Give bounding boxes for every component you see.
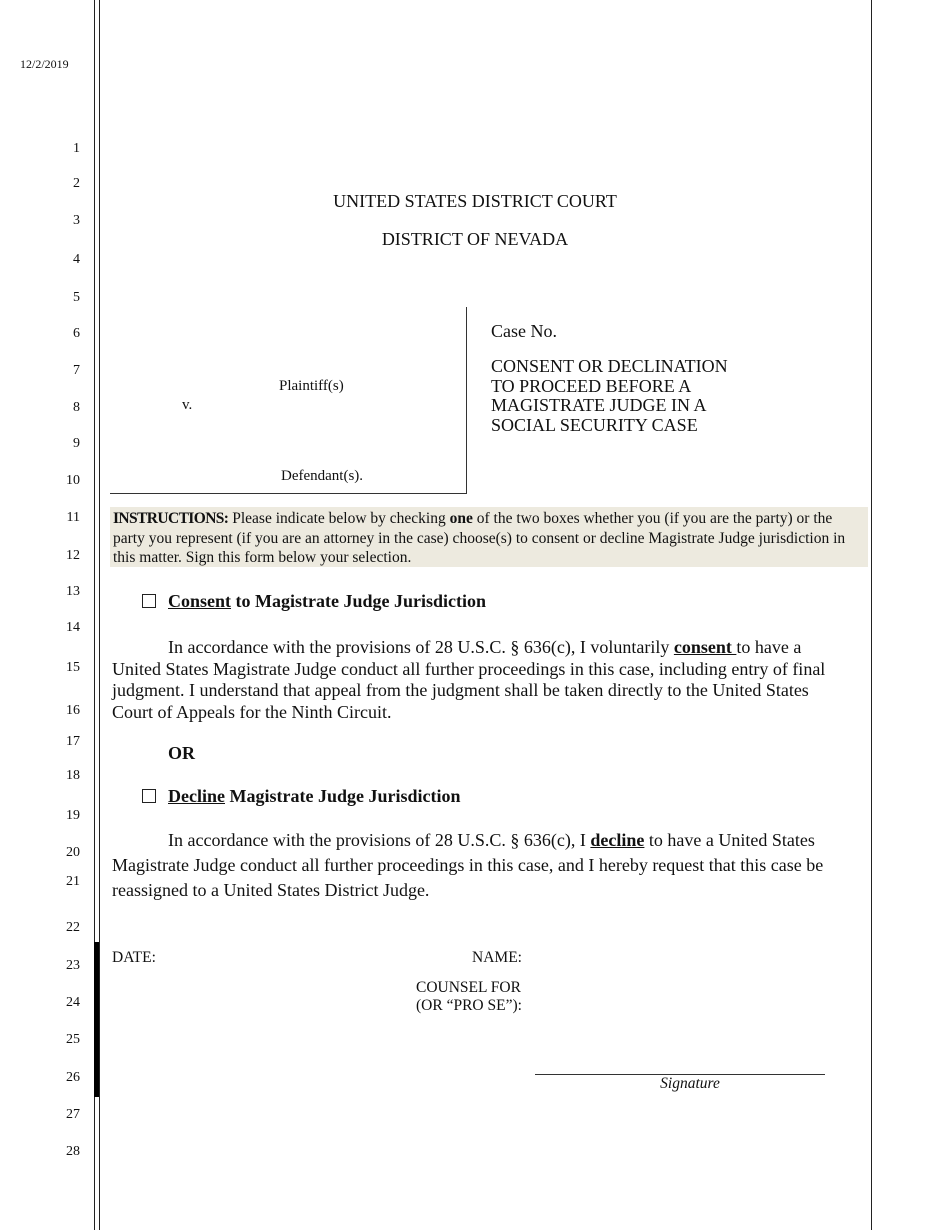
line-number: 28 [66,1144,80,1159]
line-number: 10 [66,473,80,488]
decline-para-a: In accordance with the provisions of 28 U.S.C. § 636(c), I [168,830,591,850]
consent-heading [142,591,486,612]
consent-heading-rest: to Magistrate Judge Jurisdiction [231,591,486,611]
line-number: 13 [66,584,80,599]
consent-para-b: to have a United States Magistrate Judge conduct all further proceedings in this case, including entry of final judgment. I understand that appeal from the judgment shall be taken directly to the United States Court of Appeals for the Ninth Circuit. [112,637,826,722]
line-number: 2 [73,176,80,191]
name-label: NAME: [472,949,522,966]
line-number: 25 [66,1032,80,1047]
line-number: 20 [66,845,80,860]
line-number: 19 [66,808,80,823]
line-number: 6 [73,326,80,341]
line-number: 21 [66,874,80,889]
line-number: 17 [66,734,80,749]
line-number: 3 [73,213,80,228]
date-label: DATE: [112,949,156,966]
line-number: 9 [73,436,80,451]
counsel-label-line2: (OR “PRO SE”): [416,997,522,1014]
case-number-label: Case No. [491,321,557,341]
line-number: 11 [66,510,80,525]
line-number: 8 [73,400,80,415]
decline-paragraph [112,828,852,903]
left-margin-rule-inner [99,0,100,1230]
line-number: 23 [66,958,80,973]
line-number: 4 [73,252,80,267]
line-number: 26 [66,1070,80,1085]
revision-bar [94,942,99,1097]
line-number: 15 [66,660,80,675]
instructions-text-b: of the two boxes whether you (if you are the party) or the party you represent (if you are an attorney in the case) choose(s) to consent or decline Magistrate Judge jurisdiction in this matter. Sign this form below your selection. [113,510,846,566]
counsel-label [400,979,522,1015]
document-title-line: TO PROCEED BEFORE A [491,375,692,396]
court-name: UNITED STATES DISTRICT COURT [333,191,617,211]
decline-checkbox[interactable] [142,789,156,803]
signature-label: Signature [660,1075,720,1092]
line-number: 18 [66,768,80,783]
decline-heading-rest: Magistrate Judge Jurisdiction [224,786,461,806]
consent-checkbox[interactable] [142,594,156,608]
decline-para-keyword: decline [590,830,645,850]
document-title-line: MAGISTRATE JUDGE IN A [491,395,707,415]
header-date: 12/2/2019 [20,57,69,71]
document-title [491,357,728,435]
court-district: DISTRICT OF NEVADA [381,229,569,249]
counsel-label-line1: COUNSEL FOR [416,979,521,996]
consent-paragraph [112,637,852,723]
line-number: 22 [66,920,80,935]
line-number: 16 [66,703,80,718]
consent-para-keyword: consent [673,637,737,657]
document-title-line: CONSENT OR DECLINATION [491,356,728,376]
line-number: 1 [73,141,80,156]
instructions-text-a: Please indicate below by checking [228,510,450,527]
plaintiff-label: Plaintiff(s) [279,378,344,394]
decline-para-b: to have a United States Magistrate Judge conduct all further proceedings in this case, and I hereby request that this case be reassigned to a United States District Judge. [112,830,824,900]
line-number: 24 [66,995,80,1010]
instructions-label: INSTRUCTIONS: [113,510,229,527]
versus-label: v. [182,397,193,413]
line-number: 7 [73,363,80,378]
document-title-line: SOCIAL SECURITY CASE [491,414,698,435]
line-number: 14 [66,620,80,635]
line-number: 27 [66,1107,80,1122]
right-margin-rule [871,0,872,1230]
case-caption-box [110,307,467,494]
consent-para-a: In accordance with the provisions of 28 U.S.C. § 636(c), I voluntarily [168,637,674,657]
or-label: OR [168,743,195,763]
line-number: 5 [73,290,80,305]
instructions-emphasis: one [449,510,473,527]
defendant-label: Defendant(s). [281,468,364,484]
consent-keyword: Consent [168,591,232,611]
instructions-box [110,507,868,567]
line-number: 12 [66,548,80,563]
decline-heading [142,786,460,807]
decline-keyword: Decline [168,786,225,806]
